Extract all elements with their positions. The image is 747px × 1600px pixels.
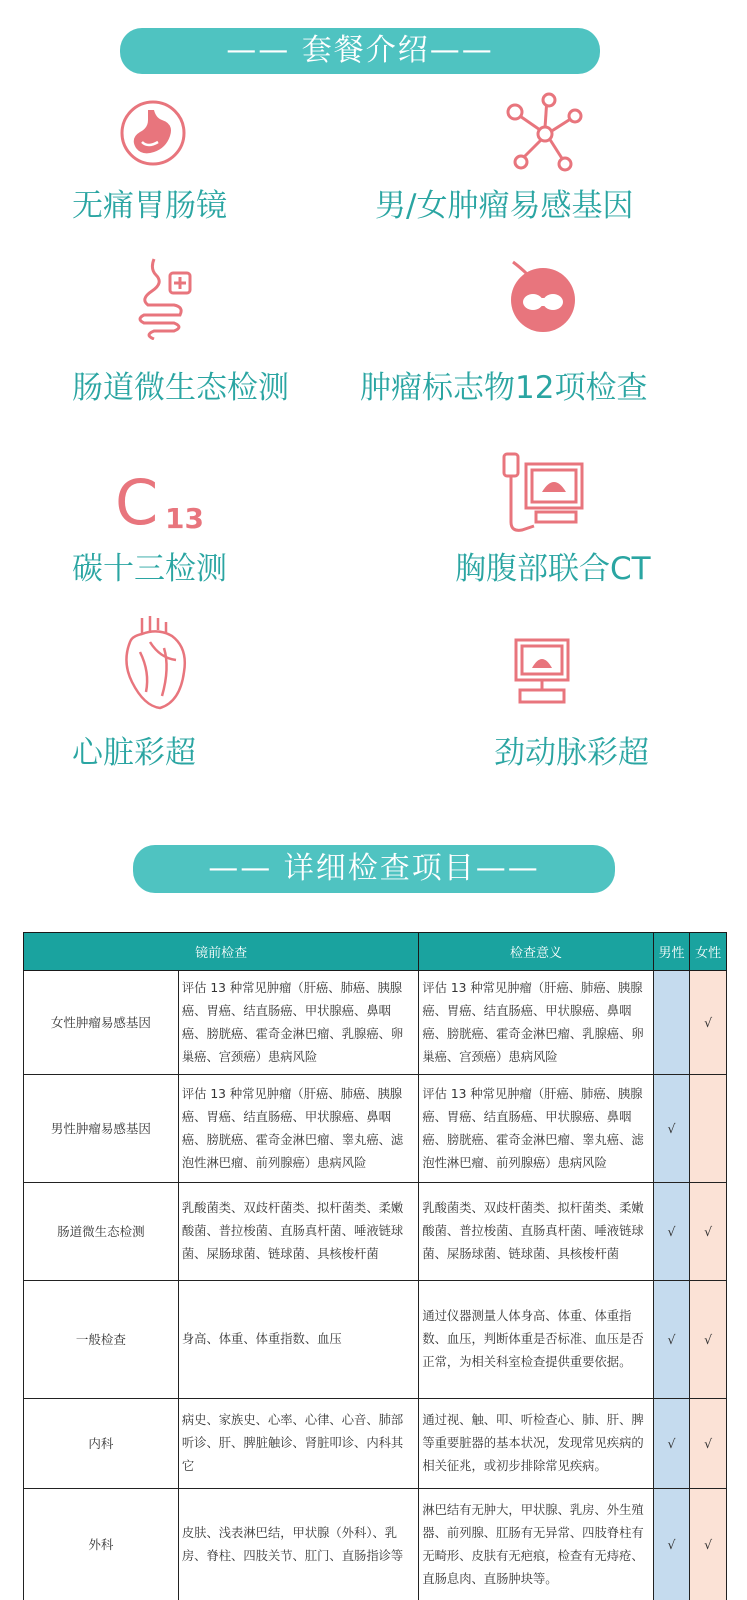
table-row bbox=[24, 1075, 727, 1183]
row-female-check: √ bbox=[690, 1281, 727, 1399]
package-chest-abdomen-ct: 胸腹部联合CT bbox=[455, 551, 651, 587]
c13-icon: C 13 bbox=[115, 466, 204, 539]
ultrasound-monitor-icon bbox=[512, 638, 572, 706]
row-name: 肠道微生态检测 bbox=[24, 1183, 179, 1281]
row-items: 皮肤、浅表淋巴结，甲状腺（外科）、乳房、脊柱、四肢关节、肛门、直肠指诊等 bbox=[178, 1489, 418, 1600]
exam-items-table bbox=[23, 932, 727, 1600]
row-items: 评估 13 种常见肿瘤（肝癌、肺癌、胰腺癌、胃癌、结直肠癌、甲状腺癌、鼻咽癌、膀胱癌、霍奇金淋巴瘤、睾丸癌、滤泡性淋巴瘤、前列腺癌）患病风险 bbox=[178, 1075, 418, 1183]
stomach-icon bbox=[118, 98, 188, 168]
header-meaning: 检查意义 bbox=[419, 933, 653, 971]
row-female-check: √ bbox=[690, 1489, 727, 1600]
table-row bbox=[24, 1183, 727, 1281]
section-title-package-intro: —— 套餐介绍—— bbox=[120, 28, 600, 74]
package-c13-test: 碳十三检测 bbox=[72, 551, 227, 587]
row-meaning: 评估 13 种常见肿瘤（肝癌、肺癌、胰腺癌、胃癌、结直肠癌、甲状腺癌、鼻咽癌、膀胱癌、霍奇金淋巴瘤、睾丸癌、滤泡性淋巴瘤、前列腺癌）患病风险 bbox=[419, 1075, 653, 1183]
header-pre-exam: 镜前检查 bbox=[24, 933, 419, 971]
package-painless-gastroscopy: 无痛胃肠镜 bbox=[72, 188, 227, 224]
package-tumor-gene: 男/女肿瘤易感基因 bbox=[375, 188, 634, 224]
row-name: 外科 bbox=[24, 1489, 179, 1600]
table-row bbox=[24, 1399, 727, 1489]
row-female-check: √ bbox=[690, 1183, 727, 1281]
row-male-check: √ bbox=[653, 1399, 690, 1489]
row-female-check bbox=[690, 1075, 727, 1183]
package-cardiac-ultrasound: 心脏彩超 bbox=[72, 735, 196, 771]
row-items: 病史、家族史、心率、心律、心音、肺部听诊、肝、脾脏触诊、肾脏叩诊、内科其它 bbox=[178, 1399, 418, 1489]
table-header-row bbox=[24, 933, 727, 971]
row-meaning: 淋巴结有无肿大，甲状腺、乳房、外生殖器、前列腺、肛肠有无异常、四肢脊柱有无畸形、皮肤有无疤痕，检查有无痔疮、直肠息肉、直肠肿块等。 bbox=[419, 1489, 653, 1600]
row-female-check: √ bbox=[690, 1399, 727, 1489]
row-items: 身高、体重、体重指数、血压 bbox=[178, 1281, 418, 1399]
row-name: 内科 bbox=[24, 1399, 179, 1489]
row-meaning: 通过视、触、叩、听检查心、肺、肝、脾等重要脏器的基本状况，发现常见疾病的相关征兆，或初步排除常见疾病。 bbox=[419, 1399, 653, 1489]
row-female-check: √ bbox=[690, 971, 727, 1075]
header-male: 男性 bbox=[653, 933, 690, 971]
row-meaning: 评估 13 种常见肿瘤（肝癌、肺癌、胰腺癌、胃癌、结直肠癌、甲状腺癌、鼻咽癌、膀胱癌、霍奇金淋巴瘤、乳腺癌、卵巢癌、宫颈癌）患病风险 bbox=[419, 971, 653, 1075]
row-male-check: √ bbox=[653, 1075, 690, 1183]
ct-scanner-icon bbox=[500, 452, 590, 537]
row-male-check bbox=[653, 971, 690, 1075]
table-row bbox=[24, 1489, 727, 1600]
package-tumor-markers: 肿瘤标志物12项检查 bbox=[360, 370, 648, 406]
row-name: 男性肿瘤易感基因 bbox=[24, 1075, 179, 1183]
molecule-icon bbox=[505, 92, 585, 172]
row-items: 乳酸菌类、双歧杆菌类、拟杆菌类、柔嫩酸菌、普拉梭菌、直肠真杆菌、唾液链球菌、屎肠球菌、链球菌、具核梭杆菌 bbox=[178, 1183, 418, 1281]
package-artery-ultrasound: 劲动脉彩超 bbox=[494, 735, 649, 771]
package-gut-microbiome: 肠道微生态检测 bbox=[72, 370, 289, 406]
row-male-check: √ bbox=[653, 1183, 690, 1281]
section-title-detailed-items: —— 详细检查项目—— bbox=[133, 845, 615, 893]
table-row bbox=[24, 1281, 727, 1399]
tumor-icon bbox=[505, 258, 577, 334]
intestine-icon bbox=[130, 255, 195, 340]
row-items: 评估 13 种常见肿瘤（肝癌、肺癌、胰腺癌、胃癌、结直肠癌、甲状腺癌、鼻咽癌、膀胱癌、霍奇金淋巴瘤、乳腺癌、卵巢癌、宫颈癌）患病风险 bbox=[178, 971, 418, 1075]
row-male-check: √ bbox=[653, 1489, 690, 1600]
row-male-check: √ bbox=[653, 1281, 690, 1399]
row-meaning: 通过仪器测量人体身高、体重、体重指数、血压，判断体重是否标准、血压是否正常，为相关科室检查提供重要依据。 bbox=[419, 1281, 653, 1399]
table-row bbox=[24, 971, 727, 1075]
row-name: 女性肿瘤易感基因 bbox=[24, 971, 179, 1075]
row-name: 一般检查 bbox=[24, 1281, 179, 1399]
heart-icon bbox=[120, 612, 190, 712]
header-female: 女性 bbox=[690, 933, 727, 971]
row-meaning: 乳酸菌类、双歧杆菌类、拟杆菌类、柔嫩酸菌、普拉梭菌、直肠真杆菌、唾液链球菌、屎肠球菌、链球菌、具核梭杆菌 bbox=[419, 1183, 653, 1281]
